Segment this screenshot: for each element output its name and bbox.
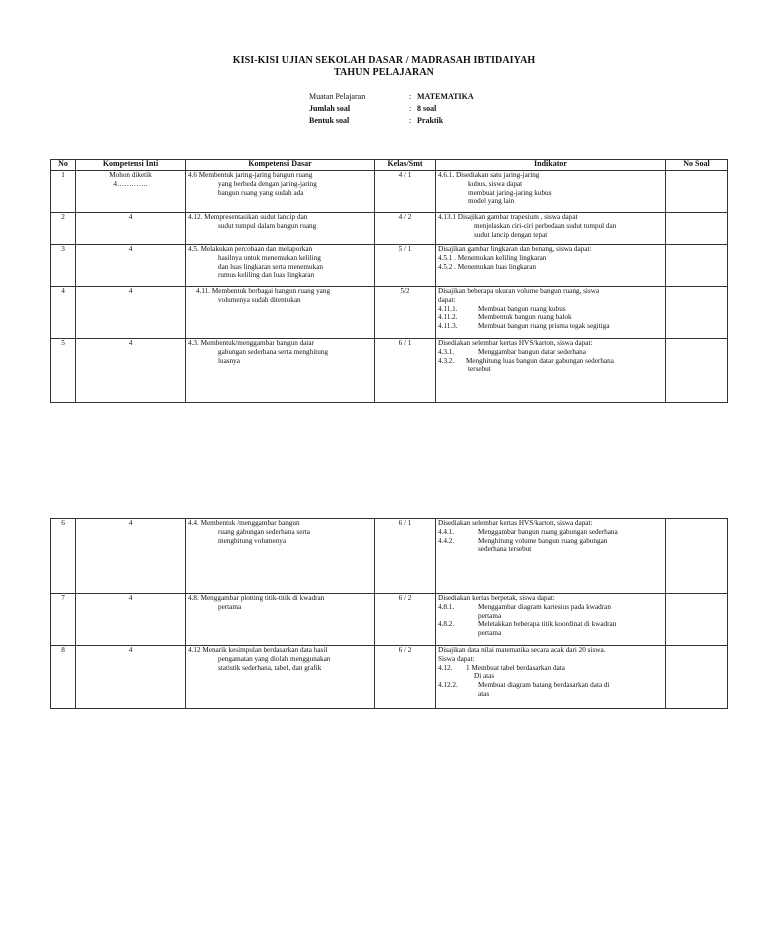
meta-row-form: Bentuk soal : Praktik (309, 116, 444, 125)
indicator-item: 4.8.2. Meletakkan beberapa titik koordinat di kwadran (438, 620, 617, 629)
cell-kelas-smt: 5 / 1 (375, 245, 436, 287)
cell-kelas-smt: 5/2 (375, 287, 436, 339)
cell-no-soal (666, 245, 728, 287)
indicator-item: 4.11.3. Membuat bangun ruang prisma tegak segitiga (438, 322, 610, 331)
cell-kompetensi-inti: 4 (76, 287, 186, 339)
table-row (51, 519, 728, 594)
cell-kelas-smt: 6 / 2 (375, 594, 436, 646)
cell-kompetensi-dasar: 4.4. Membentuk /menggambar bangun ruang gabungan sederhana serta menghitung volumenya (186, 519, 375, 594)
cell-kompetensi-dasar: 4.5. Melakukan percobaan dan melaporkan hasilnya untuk menemukan keliling dan luas lingkaran serta menemukan rumus keliling dan luas lingkaran (186, 245, 375, 287)
cell-kompetensi-dasar: 4.12. Mempresentasikan sudut lancip dan sudut tumpul dalam bangun ruang (186, 213, 375, 245)
table-row (51, 213, 728, 245)
column-header: Kompetensi Dasar (186, 160, 375, 171)
indicator-item: 4.12. 1 Membuat tabel berdasarkan data (438, 663, 565, 672)
column-header: No (51, 160, 76, 171)
cell-no: 5 (51, 339, 76, 403)
indicator-item: 4.11.1. Membuat bangun ruang kubus (438, 304, 566, 313)
table-row (51, 245, 728, 287)
cell-kompetensi-dasar: 4.6 Membentuk jaring-jaring bangun ruang yang berbeda dengan jaring-jaring bangun ruang yang sudah ada (186, 171, 375, 213)
cell-no: 8 (51, 646, 76, 709)
cell-no-soal (666, 339, 728, 403)
document-meta (309, 91, 474, 127)
table-row (51, 287, 728, 339)
indicator-item: 4.4.1. Menggambar bangun ruang gabungan sederhana (438, 527, 618, 536)
cell-no-soal (666, 594, 728, 646)
cell-indikator: Disediakan selembar kertas HVS/karton, siswa dapat: 4.4.1. Menggambar bangun ruang gabungan sederhana 4.4.2. Menghitung volume bangun ruang gabungan sederhana tersebut (436, 519, 666, 594)
cell-indikator: Disajikan beberapa ukuran volume bangun ruang, siswa dapat: 4.11.1. Membuat bangun ruang kubus 4.11.2. Membentuk bangun ruang balok 4.11.3. Membuat bangun ruang prisma tegak segitiga (436, 287, 666, 339)
cell-no-soal (666, 646, 728, 709)
cell-kompetensi-dasar: 4.3. Membentuk/menggambar bangun datar gabungan sederhana serta menghitung luasnya (186, 339, 375, 403)
column-header: No Soal (666, 160, 728, 171)
cell-kelas-smt: 6 / 2 (375, 646, 436, 709)
table-header-row (51, 160, 728, 171)
cell-kelas-smt: 6 / 1 (375, 519, 436, 594)
cell-no-soal (666, 519, 728, 594)
cell-kompetensi-inti: 4 (76, 339, 186, 403)
indicator-item: 4.3.2. Menghitung luas bangun datar gabungan sederhana (438, 356, 614, 365)
cell-no: 1 (51, 171, 76, 213)
document-subtitle: TAHUN PELAJARAN (334, 67, 434, 78)
cell-kompetensi-inti: 4 (76, 519, 186, 594)
cell-no: 2 (51, 213, 76, 245)
cell-no: 4 (51, 287, 76, 339)
cell-kompetensi-dasar: 4.11. Membentuk berbagai bangun ruang yang volumenya sudah ditentukan (186, 287, 375, 339)
cell-indikator: Disediakan kertas berpetak, siswa dapat: 4.8.1. Menggambar diagram kartesius pada kwadran pertama 4.8.2. Meletakkan beberapa titik koordinat di kwadran pertama (436, 594, 666, 646)
cell-kompetensi-inti: 4 (76, 213, 186, 245)
grid-table-part-1 (50, 159, 728, 403)
document-title: KISI-KISI UJIAN SEKOLAH DASAR / MADRASAH IBTIDAIYAH (232, 55, 536, 66)
table-row (51, 646, 728, 709)
meta-label: Bentuk soal (309, 116, 350, 125)
cell-no: 6 (51, 519, 76, 594)
table-row (51, 594, 728, 646)
grid-table-part-2 (50, 518, 728, 709)
meta-label: Muatan Pelajaran (309, 92, 366, 101)
meta-row-subject: Muatan Pelajaran : MATEMATIKA (309, 92, 474, 101)
cell-indikator: 4.13.1 Disajikan gambar trapesium , siswa dapat menjelaskan ciri-ciri perbedaan sudut tumpul dan sudut lancip dengan tepat (436, 213, 666, 245)
meta-value: Praktik (417, 116, 444, 125)
column-header: Kelas/Smt (375, 160, 436, 171)
indicator-item: 4.4.2. Menghitung volume bangun ruang gabungan (438, 536, 608, 545)
cell-kompetensi-dasar: 4.8. Menggambar plotting titik-titik di kwadran pertama (186, 594, 375, 646)
cell-kelas-smt: 4 / 1 (375, 171, 436, 213)
cell-indikator: Disajikan gambar lingkaran dan benang, siswa dapat: 4.5.1 . Menemukan keliling lingkaran 4.5.2 . Menemukan luas lingkaran (436, 245, 666, 287)
indicator-item: 4.3.1. Menggambar bangun datar sederhana (438, 347, 586, 356)
cell-kompetensi-inti: 4 (76, 646, 186, 709)
table-row (51, 171, 728, 213)
cell-kompetensi-dasar: 4.12 Menarik kesimpulan berdasarkan data hasil pengamatan yang diolah menggunakan statistik sederhana, tabel, dan grafik (186, 646, 375, 709)
cell-indikator: Disajikan data nilai matematika secara acak dari 20 siswa. Siswa dapat: 4.12. 1 Membuat tabel berdasarkan data Di atas 4.12.2. Membuat diagram batang berdasarkan data di atas (436, 646, 666, 709)
meta-value: MATEMATIKA (417, 92, 474, 101)
cell-no-soal (666, 213, 728, 245)
column-header: Kompetensi Inti (76, 160, 186, 171)
meta-row-count: Jumlah soal : 8 soal (309, 104, 437, 113)
cell-indikator: Disediakan selembar kertas HVS/karton, siswa dapat: 4.3.1. Menggambar bangun datar sederhana 4.3.2. Menghitung luas bangun datar gabungan sederhana tersebut (436, 339, 666, 403)
indicator-item: 4.8.1. Menggambar diagram kartesius pada kwadran (438, 602, 611, 611)
indicator-item: 4.12.2. Membuat diagram batang berdasarkan data di (438, 681, 610, 690)
cell-no: 7 (51, 594, 76, 646)
cell-kompetensi-inti: 4 (76, 594, 186, 646)
cell-kelas-smt: 6 / 1 (375, 339, 436, 403)
cell-no-soal (666, 171, 728, 213)
cell-no-soal (666, 287, 728, 339)
table-row (51, 339, 728, 403)
meta-value: 8 soal (417, 104, 437, 113)
cell-no: 3 (51, 245, 76, 287)
cell-kompetensi-inti: 4 (76, 245, 186, 287)
cell-indikator: 4.6.1. Disediakan satu jaring-jaring kubus, siswa dapat membuat jaring-jaring kubus model yang lain (436, 171, 666, 213)
indicator-item: 4.11.2. Membentuk bangun ruang balok (438, 313, 572, 322)
cell-kompetensi-inti: Mohon diketik 4…………. (76, 171, 186, 213)
meta-label: Jumlah soal (309, 104, 351, 113)
cell-kelas-smt: 4 / 2 (375, 213, 436, 245)
column-header: Indikator (436, 160, 666, 171)
